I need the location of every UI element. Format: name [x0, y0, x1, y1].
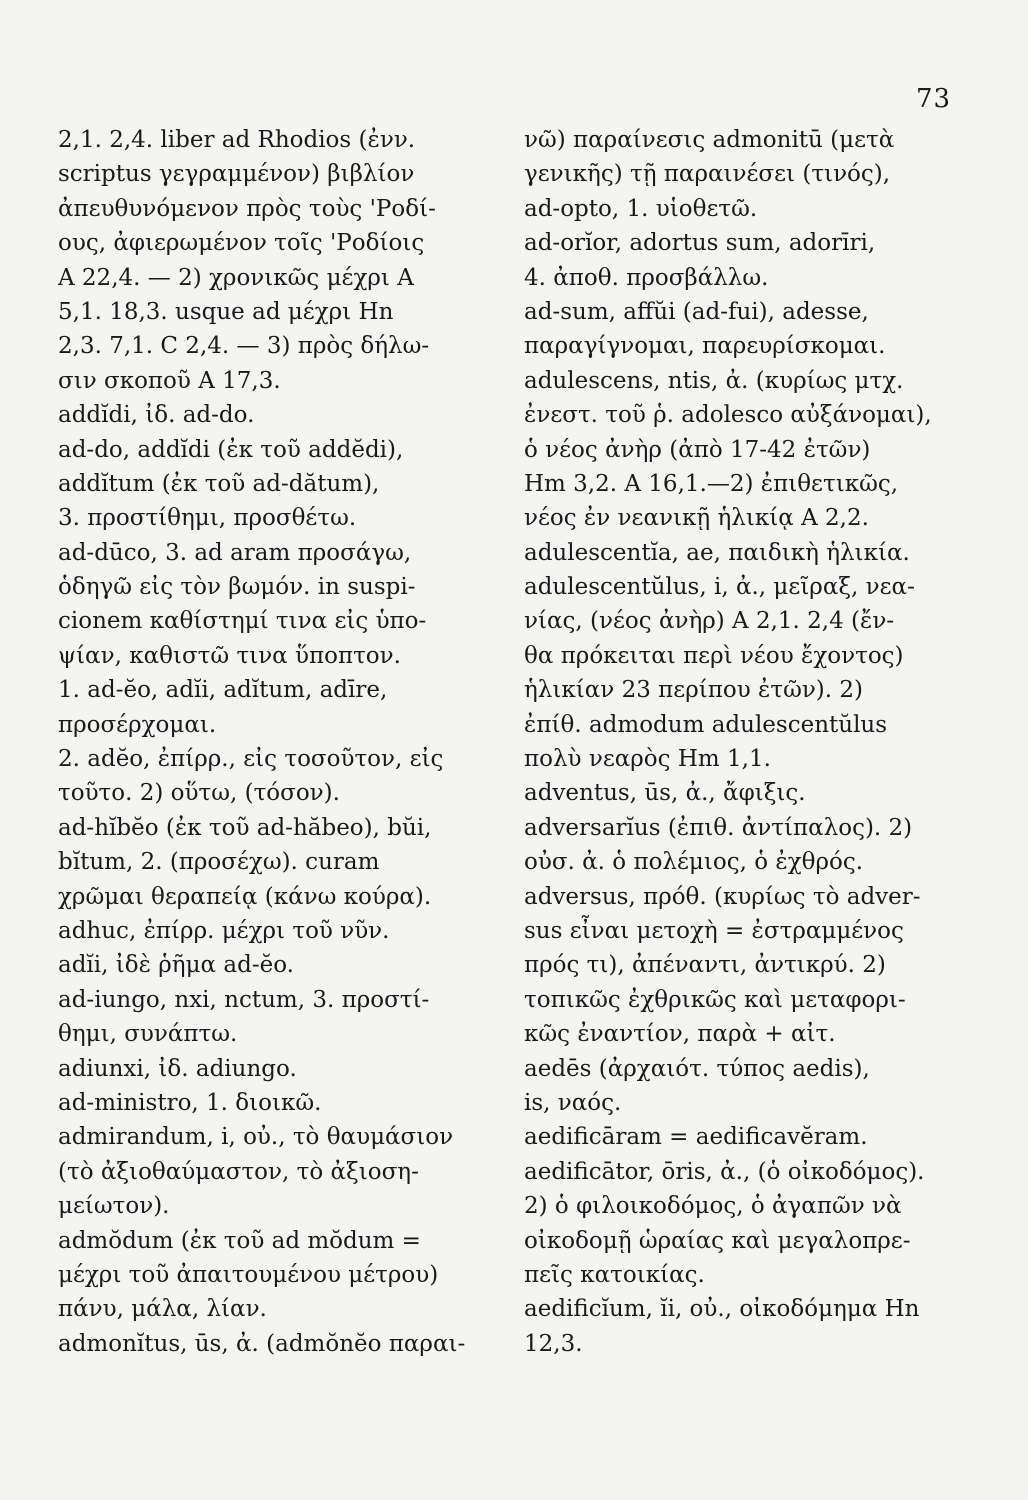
- dictionary-line: scriptus γεγραμμένον) βιβλίον: [58, 161, 415, 188]
- dictionary-line: adventus, ūs, ἀ., ἄφιξις.: [524, 780, 806, 807]
- dictionary-line: ad-ministro, 1. διοικῶ.: [58, 1089, 322, 1116]
- dictionary-line: μείωτον).: [58, 1193, 170, 1220]
- dictionary-line: adversarĭus (ἐπιθ. ἀντίπαλος). 2): [524, 814, 913, 841]
- dictionary-line: θημι, συνάπτω.: [58, 1021, 238, 1048]
- dictionary-line: adulescentŭlus, i, ἀ., μεῖραξ, νεα-: [524, 574, 915, 601]
- dictionary-line: τοῦτο. 2) οὕτω, (τόσον).: [58, 780, 340, 807]
- dictionary-line: πρός τι), ἀπέναντι, ἀντικρύ. 2): [524, 952, 886, 979]
- dictionary-line: πολὺ νεαρὸς Hm 1,1.: [524, 746, 771, 773]
- dictionary-line: adulescentĭa, ae, παιδικὴ ἡλικία.: [524, 539, 910, 566]
- dictionary-line: ad-opto, 1. υἱοθετῶ.: [524, 195, 758, 222]
- dictionary-line: ad-orĭor, adortus sum, adorīri,: [524, 230, 876, 257]
- dictionary-line: ὁδηγῶ εἰς τὸν βωμόν. in suspi-: [58, 574, 416, 601]
- dictionary-line: adversus, πρόθ. (κυρίως τὸ adver-: [524, 883, 921, 910]
- dictionary-line: 5,1. 18,3. usque ad μέχρι Hn: [58, 298, 394, 325]
- dictionary-line: 2) ὁ φιλοικοδόμος, ὁ ἀγαπῶν νὰ: [524, 1193, 902, 1220]
- dictionary-line: ad-do, addĭdi (ἐκ τοῦ addĕdi),: [58, 436, 404, 463]
- dictionary-line: οὐσ. ἀ. ὁ πολέμιος, ὁ ἐχθρός.: [524, 849, 864, 876]
- dictionary-line: sus εἶναι μετοχὴ = ἐστραμμένος: [524, 917, 904, 944]
- dictionary-line: 2. adĕo, ἐπίρρ., εἰς τοσοῦτον, εἰς: [58, 746, 444, 773]
- page-number: 73: [916, 84, 952, 114]
- dictionary-line: θα πρόκειται περὶ νέου ἔχοντος): [524, 642, 904, 669]
- dictionary-line: A 22,4. — 2) χρονικῶς μέχρι A: [58, 264, 414, 291]
- dictionary-line: adĭi, ἰδὲ ῥῆμα ad-ĕo.: [58, 952, 294, 979]
- dictionary-line: πάνυ, μάλα, λίαν.: [58, 1296, 267, 1323]
- dictionary-line: aedēs (ἀρχαιότ. τύπος aedis),: [524, 1055, 870, 1082]
- dictionary-line: ὁ νέος ἀνὴρ (ἀπὸ 17-42 ἐτῶν): [524, 436, 871, 463]
- dictionary-line: ἀπευθυνόμενον πρὸς τοὺς 'Ροδί-: [58, 195, 436, 222]
- dictionary-line: ἡλικίαν 23 περίπου ἐτῶν). 2): [524, 677, 864, 704]
- dictionary-line: κῶς ἐναντίον, παρὰ + αἰτ.: [524, 1021, 836, 1048]
- left-column: [58, 123, 503, 1361]
- dictionary-line: admŏdum (ἐκ τοῦ ad mŏdum =: [58, 1227, 421, 1254]
- dictionary-line: aedificĭum, ĭi, οὐ., οἰκοδόμημα Hn: [524, 1296, 920, 1323]
- dictionary-line: 4. ἀποθ. προσβάλλω.: [524, 264, 769, 291]
- dictionary-line: 2,1. 2,4. liber ad Rhodios (ἐνν.: [58, 127, 416, 153]
- dictionary-line: admonĭtus, ūs, ἀ. (admŏnĕo παραι-: [58, 1330, 466, 1357]
- dictionary-line: ad-iungo, nxi, nctum, 3. προστί-: [58, 986, 430, 1013]
- dictionary-line: bĭtum, 2. (προσέχω). curam: [58, 849, 380, 876]
- dictionary-line: aedificāram = aedificavĕram.: [524, 1124, 868, 1151]
- dictionary-line: (τὸ ἀξιοθαύμαστον, τὸ ἀξιοση-: [58, 1158, 419, 1185]
- dictionary-line: νίας, (νέος ἀνὴρ) A 2,1. 2,4 (ἔν-: [524, 608, 895, 635]
- dictionary-line: παραγίγνομαι, παρευρίσκομαι.: [524, 333, 886, 360]
- dictionary-line: τοπικῶς ἐχθρικῶς καὶ μεταφορι-: [524, 986, 906, 1013]
- dictionary-line: adulescens, ntis, ἀ. (κυρίως μτχ.: [524, 367, 904, 394]
- dictionary-line: adiunxi, ἰδ. adiungo.: [58, 1055, 297, 1082]
- dictionary-line: aedificātor, ōris, ἀ., (ὁ οἰκοδόμος).: [524, 1158, 925, 1185]
- dictionary-line: προσέρχομαι.: [58, 711, 217, 738]
- dictionary-line: χρῶμαι θεραπείᾳ (κάνω κούρα).: [58, 883, 432, 910]
- dictionary-line: σιν σκοποῦ A 17,3.: [58, 367, 281, 394]
- dictionary-line: 3. προστίθημι, προσθέτω.: [58, 505, 357, 532]
- dictionary-line: πεῖς κατοικίας.: [524, 1261, 705, 1288]
- dictionary-line: γενικῆς) τῇ παραινέσει (τινός),: [524, 161, 891, 188]
- dictionary-line: 2,3. 7,1. C 2,4. — 3) πρὸς δήλω-: [58, 333, 430, 360]
- dictionary-line: νέος ἐν νεανικῇ ἡλικίᾳ A 2,2.: [524, 505, 869, 532]
- dictionary-line: ψίαν, καθιστῶ τινα ὕποπτον.: [58, 642, 401, 669]
- right-column: [524, 123, 964, 1361]
- dictionary-line: adhuc, ἐπίρρ. μέχρι τοῦ νῦν.: [58, 917, 390, 944]
- dictionary-line: addĭdi, ἰδ. ad-do.: [58, 402, 255, 429]
- dictionary-line: οἰκοδομῇ ὡραίας καὶ μεγαλοπρε-: [524, 1227, 911, 1254]
- dictionary-line: ad-dūco, 3. ad aram προσάγω,: [58, 539, 412, 566]
- dictionary-line: ἐνεστ. τοῦ ῥ. adolesco αὐξάνομαι),: [524, 402, 932, 429]
- dictionary-line: is, ναός.: [524, 1089, 622, 1116]
- dictionary-line: admirandum, i, οὐ., τὸ θαυμάσιον: [58, 1124, 454, 1151]
- dictionary-line: 12,3.: [524, 1330, 583, 1357]
- dictionary-line: μέχρι τοῦ ἀπαιτουμένου μέτρου): [58, 1261, 439, 1288]
- dictionary-line: 1. ad-ĕo, adĭi, adĭtum, adīre,: [58, 677, 388, 704]
- dictionary-line: Hm 3,2. A 16,1.—2) ἐπιθετικῶς,: [524, 470, 899, 497]
- dictionary-line: ἐπίθ. admodum adulescentŭlus: [524, 711, 888, 738]
- dictionary-line: cionem καθίστημί τινα εἰς ὑπο-: [58, 608, 427, 635]
- dictionary-line: ους, ἀφιερωμένον τοῖς 'Ροδίοις: [58, 230, 425, 257]
- dictionary-line: ad-sum, affŭi (ad-fui), adesse,: [524, 298, 869, 325]
- dictionary-line: addĭtum (ἐκ τοῦ ad-dătum),: [58, 470, 380, 497]
- dictionary-line: ad-hĭbĕo (ἐκ τοῦ ad-hăbeo), bŭi,: [58, 814, 432, 841]
- dictionary-line: νῶ) παραίνεσις admonitū (μετὰ: [524, 127, 895, 153]
